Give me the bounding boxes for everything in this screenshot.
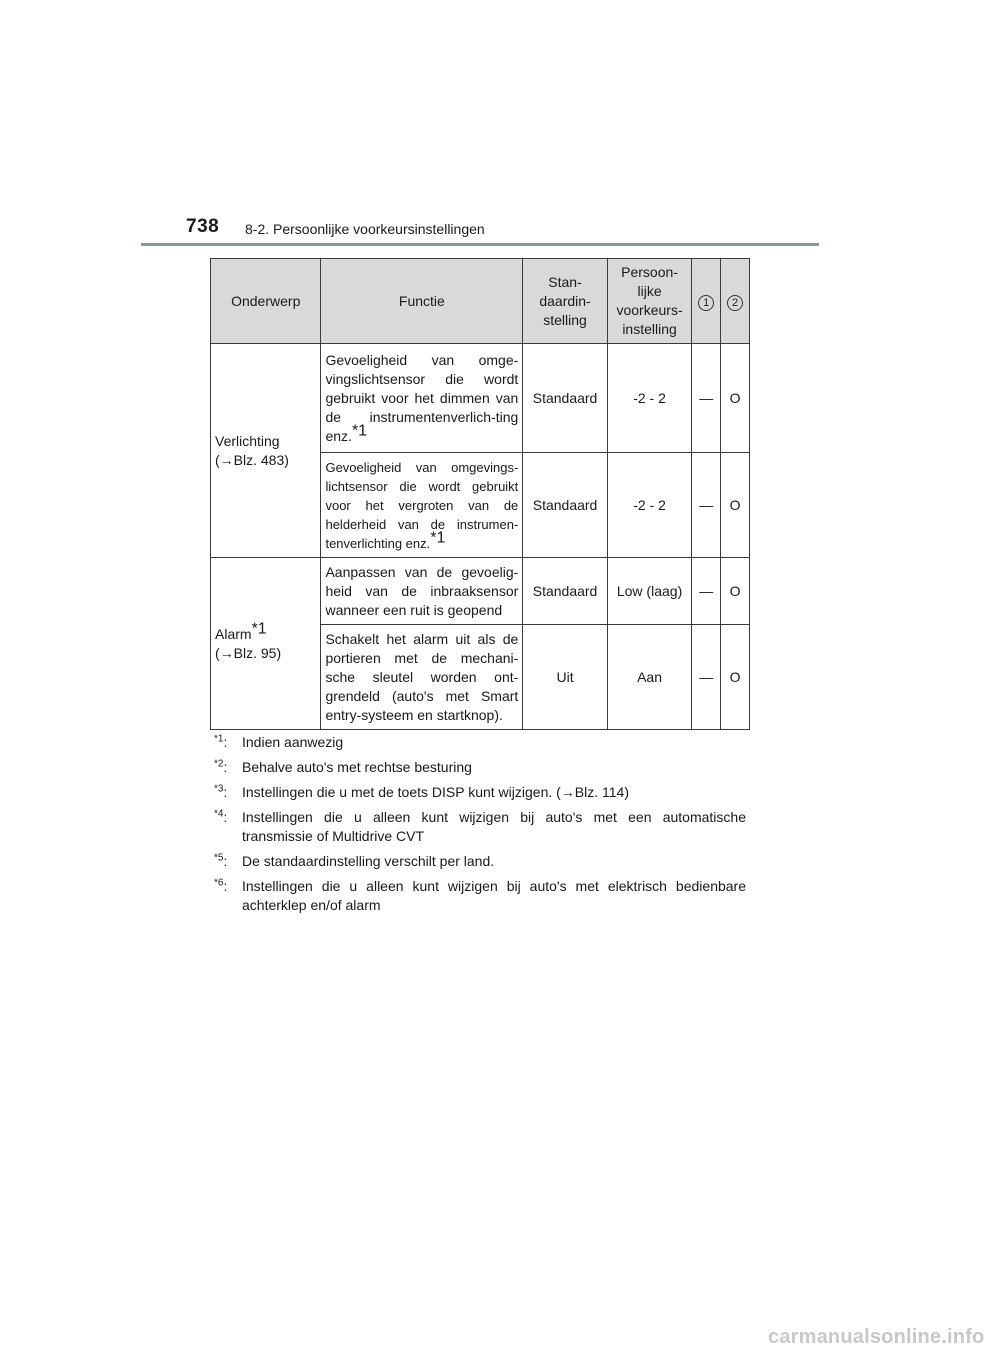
- onderwerp-ref: (→Blz. 483): [215, 451, 289, 468]
- circled-2-icon: 2: [727, 295, 743, 311]
- onderwerp-ref: (→Blz. 95): [215, 644, 282, 661]
- footnote-mark: $^{*3}$:: [214, 783, 228, 800]
- header-col1: [692, 259, 721, 344]
- col1-cell: —: [692, 558, 721, 625]
- standaard-cell: Standaard: [523, 453, 607, 558]
- footnote: [214, 808, 746, 846]
- functie-cell: [321, 453, 523, 558]
- table-row: [211, 344, 750, 453]
- col2-cell: O: [721, 453, 750, 558]
- footnote-text: Indien aanwezig: [242, 734, 344, 750]
- footnote-mark: $^{*2}$:: [214, 758, 228, 775]
- footnote: [214, 733, 746, 752]
- footnote: [214, 758, 746, 777]
- footnote-text: Instellingen die u met de toets DISP kunt wijzigen. (→Blz. 114): [242, 784, 630, 800]
- footnote-text: Behalve auto's met rechtse besturing: [242, 759, 472, 775]
- watermark: carmanualsonline.info: [768, 1326, 984, 1348]
- footnote-mark: $^{*6}$:: [214, 877, 228, 894]
- col1-cell: —: [692, 625, 721, 730]
- functie-text: Gevoeligheid van omge-vingslichtsensor die wordt gebruikt voor het dimmen van de instrumentenverlich-ting enz.: [325, 351, 519, 444]
- standaard-cell: Standaard: [523, 558, 607, 625]
- footnote: [214, 877, 746, 915]
- header-standaard: Stan- daardin- stelling: [523, 259, 607, 344]
- persoonlijk-cell: -2 - 2: [607, 453, 692, 558]
- footnote-ref: *1: [251, 619, 267, 637]
- page-number: 738: [186, 216, 220, 237]
- table-row: [211, 558, 750, 625]
- footnote-mark: $^{*1}$:: [214, 733, 228, 750]
- settings-table: [210, 258, 750, 730]
- persoonlijk-cell: -2 - 2: [607, 344, 692, 453]
- functie-cell: Aanpassen van de gevoelig-heid van de inbraaksensor wanneer een ruit is geopend: [321, 558, 523, 625]
- footnote: [214, 852, 746, 871]
- footnote-text: Instellingen die u alleen kunt wijzigen bij auto's met een automatische transmissie of Multidrive CVT: [242, 809, 746, 844]
- col2-cell: O: [721, 558, 750, 625]
- col1-cell: —: [692, 453, 721, 558]
- circled-1-icon: 1: [698, 295, 714, 311]
- functie-cell: [321, 344, 523, 453]
- footnotes: [214, 733, 746, 921]
- onderwerp-cell: [211, 344, 321, 558]
- header-rule: [141, 243, 819, 246]
- footnote: [214, 783, 746, 802]
- header-onderwerp: Onderwerp: [211, 259, 321, 344]
- col2-cell: O: [721, 344, 750, 453]
- onderwerp-label: Alarm: [215, 625, 252, 642]
- col1-cell: —: [692, 344, 721, 453]
- footnote-text: De standaardinstelling verschilt per land.: [242, 853, 495, 869]
- header-persoonlijk: Persoon- lijke voorkeurs- instelling: [607, 259, 692, 344]
- header-col2: [721, 259, 750, 344]
- footnote-mark: $^{*4}$:: [214, 808, 228, 825]
- onderwerp-cell: [211, 558, 321, 730]
- col2-cell: O: [721, 625, 750, 730]
- functie-cell: Schakelt het alarm uit als de portieren met de mechani-sche sleutel worden ont-grendeld (auto's met Smart entry-systeem en startknop).: [321, 625, 523, 730]
- persoonlijk-cell: Aan: [607, 625, 692, 730]
- footnote-ref: *1: [430, 529, 446, 547]
- footnote-mark: $^{*5}$:: [214, 852, 228, 869]
- onderwerp-label: Verlichting: [215, 432, 280, 449]
- footnote-ref: *1: [351, 421, 368, 439]
- section-title: 8-2. Persoonlijke voorkeursinstellingen: [245, 221, 485, 237]
- standaard-cell: Uit: [523, 625, 607, 730]
- header-functie: Functie: [321, 259, 523, 344]
- persoonlijk-cell: Low (laag): [607, 558, 692, 625]
- standaard-cell: Standaard: [523, 344, 607, 453]
- table-header-row: [211, 259, 750, 344]
- functie-text: Gevoeligheid van omgevings-lichtsensor die wordt gebruikt voor het vergroten van de helderheid van de instrumen-tenverlichting enz.: [325, 459, 519, 551]
- footnote-text: Instellingen die u alleen kunt wijzigen bij auto's met elektrisch bedienbare achterklep en/of alarm: [242, 878, 746, 913]
